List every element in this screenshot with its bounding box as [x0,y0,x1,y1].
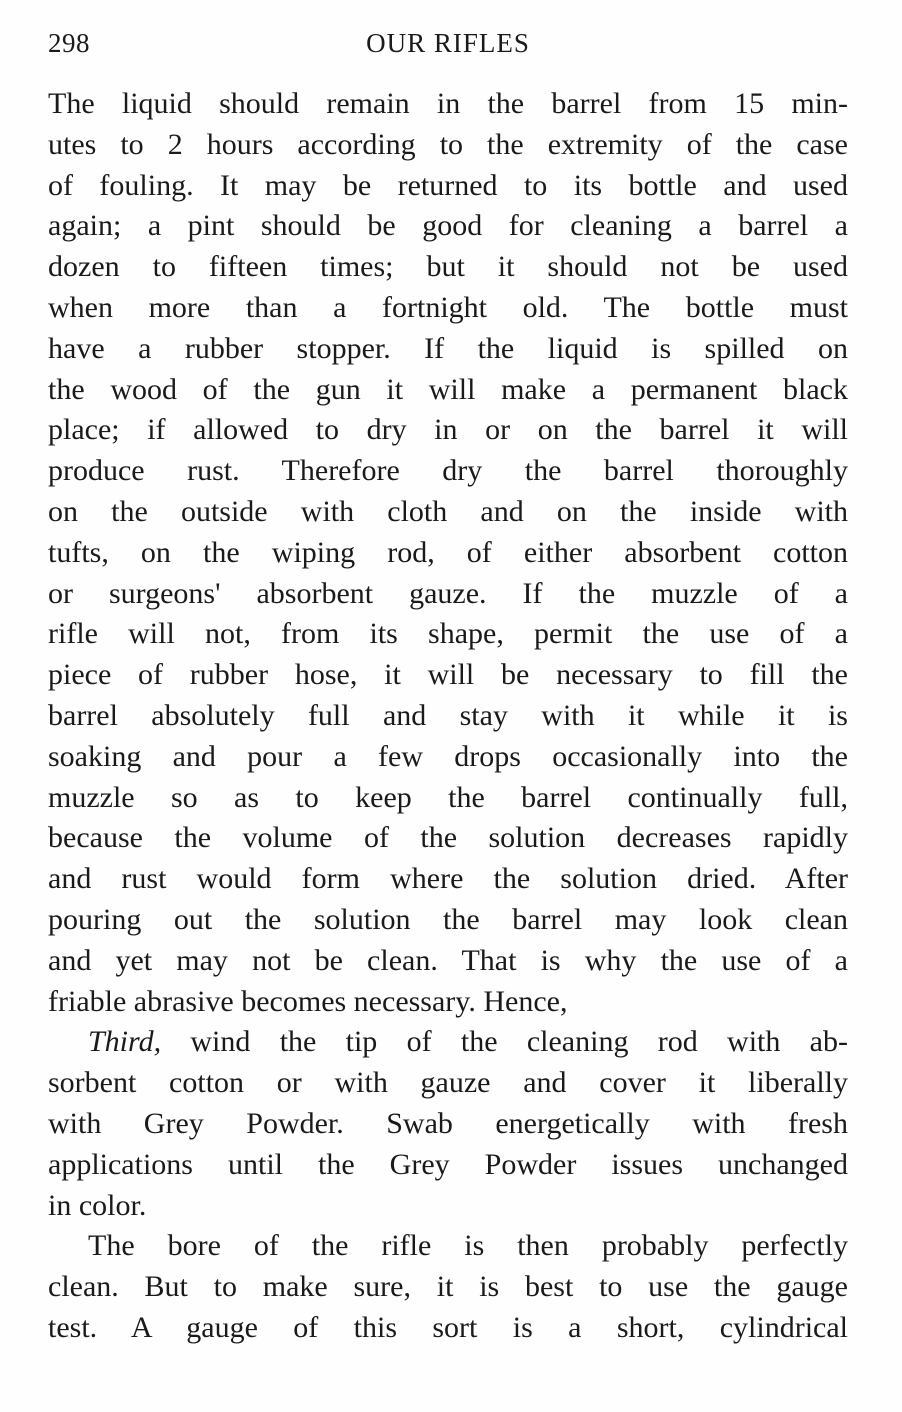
text-line: applications until the Grey Powder issues unchanged [48,1147,848,1181]
paragraph-3 [48,1226,848,1348]
text-line: when more than a fortnight old. The bottle must [48,290,848,324]
text-line: with Grey Powder. Swab energetically with fresh [48,1106,848,1140]
text-line: soaking and pour a few drops occasionally into the [48,739,848,773]
text-line: The liquid should remain in the barrel from 15 min- [48,87,848,120]
text-line: because the volume of the solution decreases rapidly [48,821,848,855]
italic-lead: Third, [88,1025,162,1059]
page-header [48,28,848,68]
text-line [48,1022,848,1063]
text-line: The bore of the rifle is then probably perfectly [88,1229,848,1263]
text-line: and yet may not be clean. That is why the use of a [48,943,848,977]
text-line: pouring out the solution the barrel may look clean [48,902,848,936]
text-line: or surgeons' absorbent gauze. If the muzzle of a [48,576,848,610]
text-line: and rust would form where the solution dried. After [48,862,848,896]
text-line: place; if allowed to dry in or on the barrel it will [48,413,848,447]
text-line: clean. But to make sure, it is best to use the gauge [48,1270,848,1304]
text-line: of fouling. It may be returned to its bottle and used [48,168,848,202]
text-line: in color. [48,1188,147,1222]
paragraph-2 [48,1022,848,1226]
text-line: the wood of the gun it will make a permanent black [48,372,848,406]
text-line: sorbent cotton or with gauze and cover it liberally [48,1066,848,1100]
first-line-rest: wind the tip of the cleaning rod with ab- [161,1025,848,1059]
text-line: test. A gauge of this sort is a short, cylindrical [48,1310,848,1344]
running-head: OUR RIFLES [366,28,530,58]
text-line: friable abrasive becomes necessary. Hence, [48,984,568,1018]
body-text [48,84,848,1349]
text-line: utes to 2 hours according to the extremity of the case [48,127,848,161]
text-line: have a rubber stopper. If the liquid is spilled on [48,331,848,365]
text-line: again; a pint should be good for cleaning a barrel a [48,209,848,243]
text-line: barrel absolutely full and stay with it while it is [48,698,848,732]
page-number: 298 [48,28,90,58]
text-line: on the outside with cloth and on the inside with [48,494,848,528]
text-line: produce rust. Therefore dry the barrel thoroughly [48,454,848,488]
text-line: rifle will not, from its shape, permit the use of a [48,617,848,651]
text-line: piece of rubber hose, it will be necessary to fill the [48,658,848,692]
text-line: tufts, on the wiping rod, of either absorbent cotton [48,535,848,569]
text-line: dozen to fifteen times; but it should not be used [48,250,848,284]
text-line: muzzle so as to keep the barrel continually full, [48,780,848,814]
paragraph-1 [48,84,848,1022]
